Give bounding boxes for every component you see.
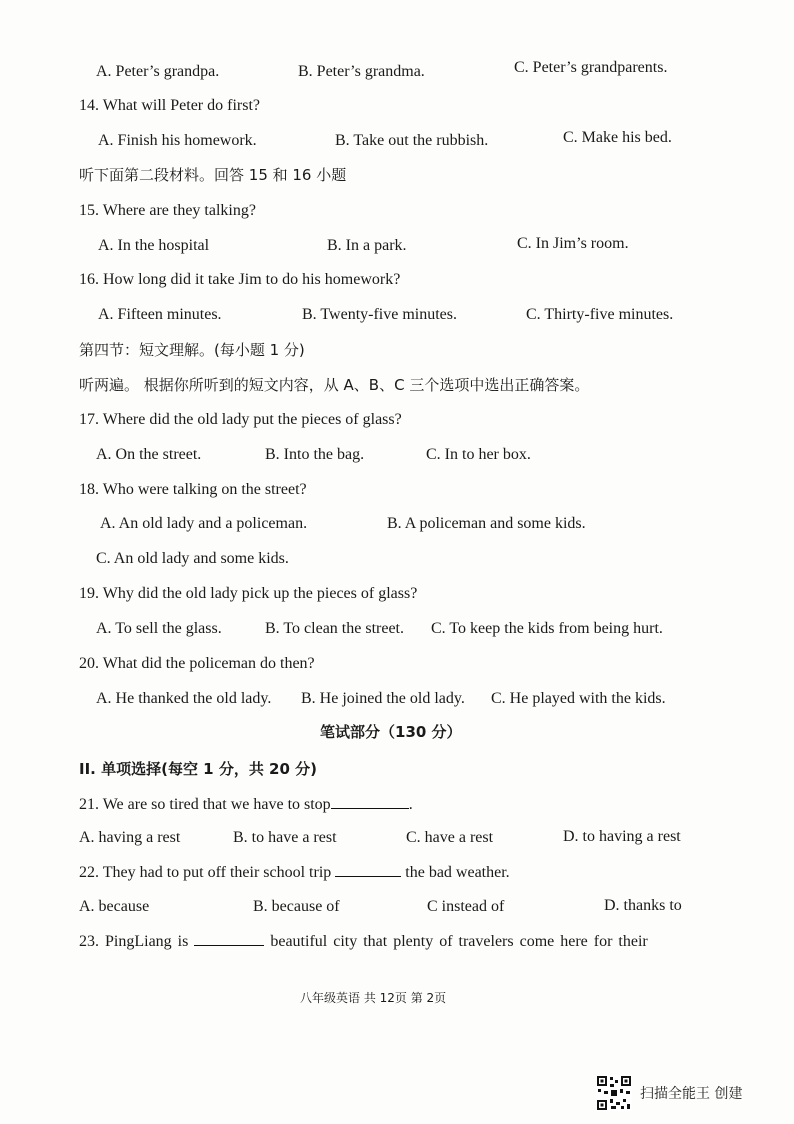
q18-option-b: B. A policeman and some kids. [387, 515, 586, 532]
written-part-title: 笔试部分（130 分） [320, 723, 462, 741]
q20-stem: 20. What did the policeman do then? [79, 655, 315, 672]
q19-option-a: A. To sell the glass. [96, 620, 222, 637]
q21-stem-text: 21. We are so tired that we have to stop [79, 796, 331, 813]
q22-stem-text: 22. They had to put off their school trip [79, 864, 332, 881]
q22-option-b: B. because of [253, 898, 340, 915]
q14-option-a: A. Finish his homework. [98, 132, 257, 149]
q23-blank [194, 931, 264, 946]
q15-option-c: C. In Jim’s room. [517, 235, 629, 252]
q19-stem: 19. Why did the old lady pick up the pieces of glass? [79, 585, 418, 602]
q16-option-c: C. Thirty-five minutes. [526, 306, 674, 323]
q21-option-c: C. have a rest [406, 829, 494, 846]
q14-option-b: B. Take out the rubbish. [335, 132, 489, 149]
q21-option-d: D. to having a rest [563, 828, 681, 845]
part4-title: 第四节：短文理解。(每小题 1 分) [79, 341, 305, 359]
q18-option-c: C. An old lady and some kids. [96, 550, 289, 567]
q22-blank [335, 862, 401, 877]
q21-stem [79, 794, 413, 815]
q23-stem-end: beautiful city that plenty of travelers come here for their [270, 933, 648, 950]
q20-option-b: B. He joined the old lady. [301, 690, 465, 707]
part2-title: II. 单项选择(每空 1 分，共 20 分) [79, 760, 317, 778]
q14-stem: 14. What will Peter do first? [79, 97, 260, 114]
q14-option-c: C. Make his bed. [563, 129, 672, 146]
q16-option-b: B. Twenty-five minutes. [302, 306, 458, 323]
q17-option-a: A. On the street. [96, 446, 202, 463]
part4-instruction: 听两遍。 根据你所听到的短文内容，从 A、B、C 三个选项中选出正确答案。 [79, 376, 590, 394]
page-footer: 八年级英语 共 12页 第 2页 [300, 991, 447, 1005]
q19-option-c: C. To keep the kids from being hurt. [431, 620, 663, 637]
q23-stem [79, 931, 648, 952]
q21-blank [331, 794, 409, 809]
q20-option-c: C. He played with the kids. [491, 690, 666, 707]
q13-option-a: A. Peter’s grandpa. [96, 63, 220, 80]
q15-stem: 15. Where are they talking? [79, 202, 256, 219]
q13-option-c: C. Peter’s grandparents. [514, 59, 668, 76]
q22-option-d: D. thanks to [604, 897, 682, 914]
q17-option-b: B. Into the bag. [265, 446, 365, 463]
q21-option-a: A. having a rest [79, 829, 181, 846]
q21-option-b: B. to have a rest [233, 829, 337, 846]
q23-stem-text: 23. PingLiang is [79, 933, 189, 950]
q16-stem: 16. How long did it take Jim to do his homework? [79, 271, 401, 288]
q22-option-c: C instead of [427, 898, 505, 915]
scanner-watermark: 扫描全能王 创建 [640, 1086, 743, 1102]
q22-stem [79, 862, 510, 883]
q20-option-a: A. He thanked the old lady. [96, 690, 272, 707]
q22-stem-end: the bad weather. [405, 864, 510, 881]
q15-option-a: A. In the hospital [98, 237, 210, 254]
q21-stem-end: . [408, 796, 413, 813]
q15-option-b: B. In a park. [327, 237, 407, 254]
qr-code-icon [596, 1075, 632, 1111]
q13-option-b: B. Peter’s grandma. [298, 63, 425, 80]
section-two-instruction: 听下面第二段材料。回答 15 和 16 小题 [79, 166, 347, 184]
q22-option-a: A. because [79, 898, 150, 915]
q18-option-a: A. An old lady and a policeman. [100, 515, 308, 532]
q19-option-b: B. To clean the street. [265, 620, 404, 637]
q16-option-a: A. Fifteen minutes. [98, 306, 222, 323]
q17-stem: 17. Where did the old lady put the pieces of glass? [79, 411, 402, 428]
q17-option-c: C. In to her box. [426, 446, 531, 463]
q18-stem: 18. Who were talking on the street? [79, 481, 307, 498]
